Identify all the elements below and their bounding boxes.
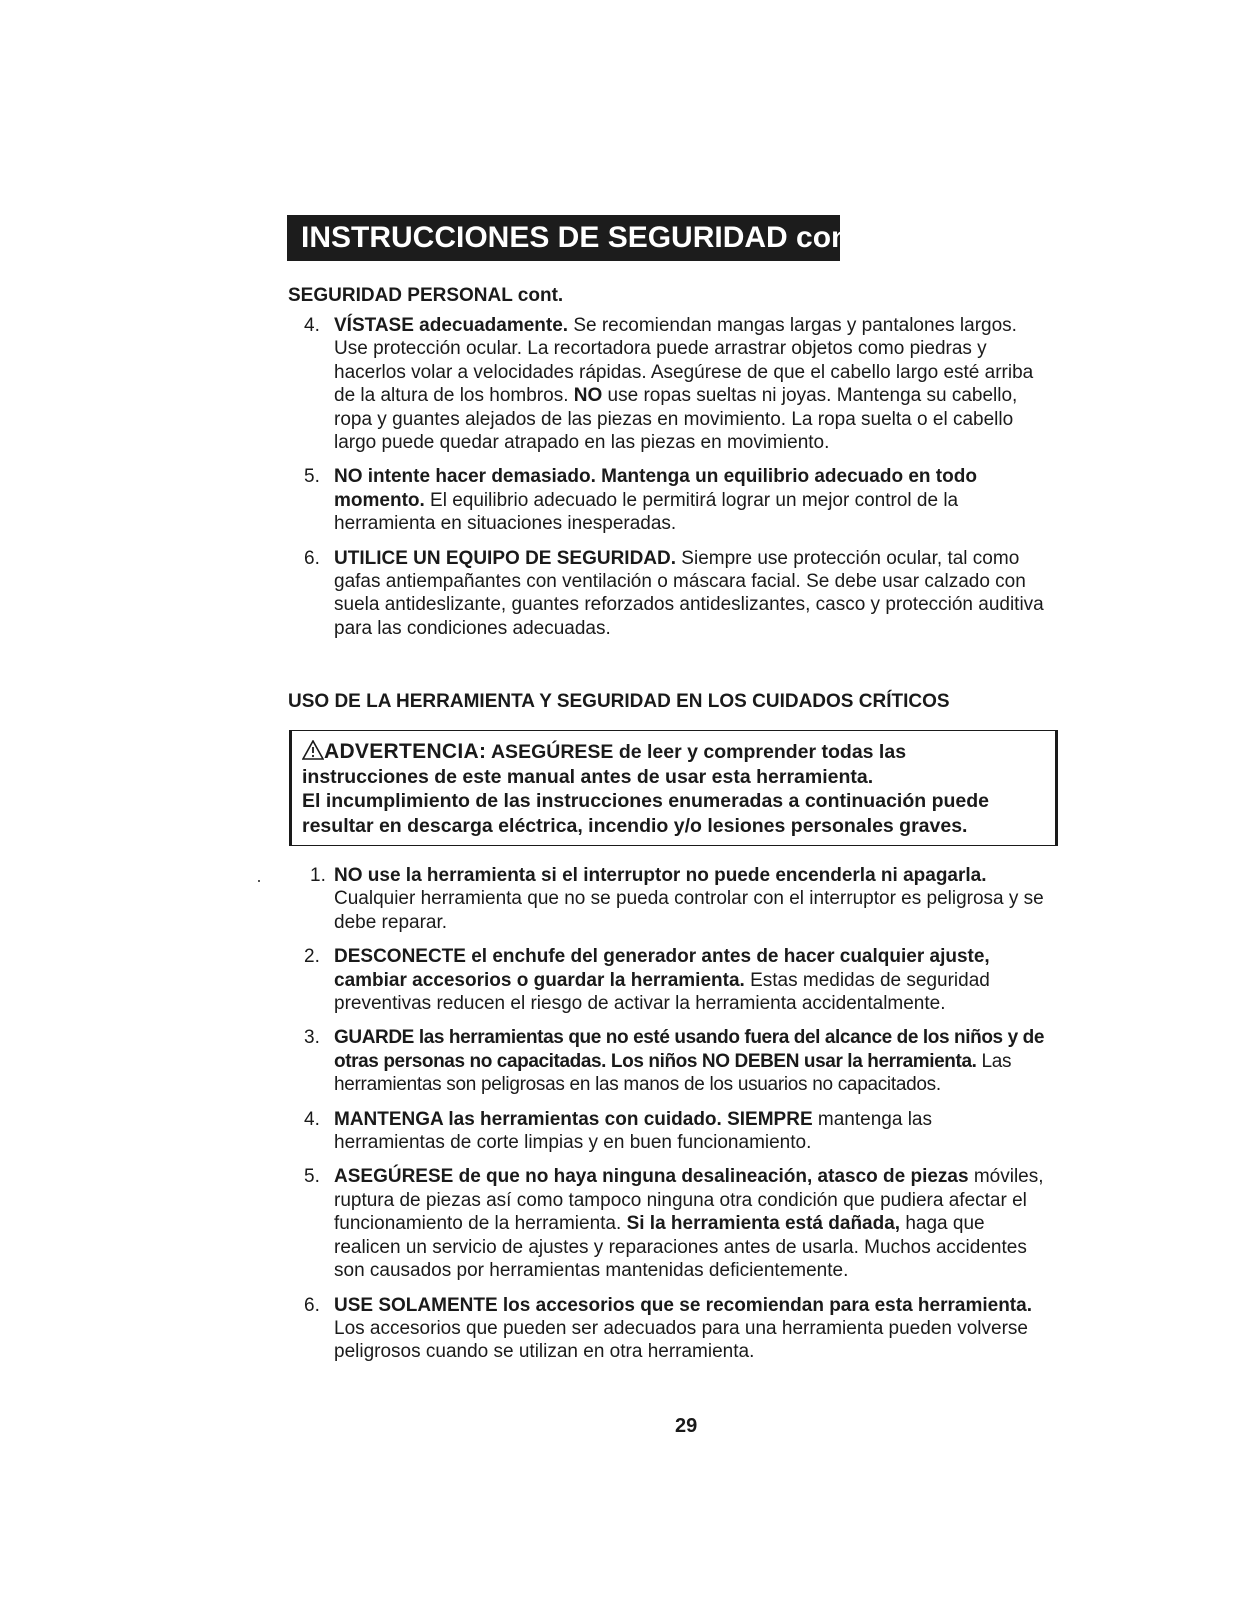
list-item (288, 465, 1048, 535)
item-number: 1. (310, 865, 326, 886)
item-lead: VÍSTASE adecuadamente. (334, 315, 569, 336)
warning-triangle-icon (302, 740, 324, 760)
item-number: 4. (304, 315, 320, 336)
item-lead: MANTENGA las herramientas con cuidado. SIEMPRE (334, 1108, 813, 1130)
item-text: móviles, ruptura de piezas así como tampoco ninguna otra condición que pudiera afectar el funcionamiento de la herramienta. (334, 1166, 1044, 1235)
warning-title: ADVERTENCIA: (324, 740, 487, 763)
warning-line-4: resultar en descarga eléctrica, incendio y/o lesiones personales graves. (302, 814, 968, 837)
item-emphasis: Si la herramienta está dañada, (626, 1213, 901, 1235)
item-text: Se recomiendan mangas largas y pantalones largos. Use protección ocular. La recortadora puede arrastrar objetos como piedras y hacerlos volar a velocidades rápidas. Asegúrese de que el cabello largo esté arriba de la altura de los hombros. (334, 315, 1034, 407)
item-text: Estas medidas de seguridad preventivas reducen el riesgo de activar la herramienta accidentalmente. (334, 969, 990, 1015)
item-lead: UTILICE UN EQUIPO DE SEGURIDAD. (334, 547, 677, 569)
item-text: mantenga las herramientas de corte limpias y en buen funcionamiento. (334, 1108, 932, 1154)
item-number: 2. (304, 946, 320, 968)
item-lead: GUARDE las herramientas que no esté usando fuera del alcance de los niños y de otras personas no capacitadas. Los niños NO DEBEN usar la herramienta. (334, 1027, 1045, 1072)
list-item (288, 314, 1048, 454)
item-number: 5. (304, 466, 320, 488)
item-text-continued: haga que realicen un servicio de ajustes y reparaciones antes de usarla. Muchos accidentes son causados por herramientas mantenidas deficientemente. (334, 1213, 1027, 1282)
item-text: Siempre use protección ocular, tal como gafas antiempañantes con ventilación o máscara facial. Se debe usar calzado con suela antideslizante, guantes reforzados antideslizantes, casco y protección auditiva para las condiciones adecuadas. (334, 547, 1044, 639)
warning-text: ASEGÚRESE de leer y comprender todas las (486, 741, 907, 763)
warning-line-3: El incumplimiento de las instrucciones enumeradas a continuación puede (302, 790, 989, 812)
page-number: 29 (675, 1415, 698, 1437)
warning-box (289, 730, 1058, 846)
item-text: El equilibrio adecuado le permitirá lograr un mejor control de la herramienta en situaciones inesperadas. (334, 489, 959, 535)
list-item (288, 1026, 1048, 1096)
item-lead: USE SOLAMENTE los accesorios que se recomiendan para esta herramienta. (334, 1294, 1032, 1316)
personal-safety-list (288, 314, 1048, 651)
item-lead: DESCONECTE el enchufe del generador antes de hacer cualquier ajuste, cambiar accesorios o guardar la herramienta. (334, 946, 990, 991)
item-number: 6. (304, 547, 320, 569)
item-text-continued: use ropas sueltas ni joyas. Mantenga su cabello, ropa y guantes alejados de las piezas en movimiento. La ropa suelta o el cabello largo puede quedar atrapado en las piezas en movimiento. (334, 385, 1018, 454)
warning-line-2: instrucciones de este manual antes de usar esta herramienta. (302, 765, 874, 788)
item-lead: ASEGÚRESE de que no haya ninguna desalineación, atasco de piezas (334, 1166, 969, 1188)
tool-use-heading: USO DE LA HERRAMIENTA Y SEGURIDAD EN LOS CUIDADOS CRÍTICOS (288, 691, 950, 712)
tool-use-list (288, 864, 1048, 1375)
list-item (288, 1294, 1048, 1364)
item-number: 4. (304, 1108, 320, 1130)
list-item (288, 1108, 1048, 1155)
scan-speck (258, 880, 260, 882)
item-text: Los accesorios que pueden ser adecuados para una herramienta pueden volverse peligrosos cuando se utilizan en otra herramienta. (334, 1317, 1028, 1363)
list-item (288, 864, 1048, 934)
item-text: Cualquier herramienta que no se pueda controlar con el interruptor es peligrosa y se debe reparar. (334, 888, 1044, 933)
list-item (288, 1165, 1048, 1282)
warning-line-1 (302, 740, 1055, 765)
item-number: 5. (304, 1166, 320, 1188)
list-item (288, 547, 1048, 641)
item-text: Las herramientas son peligrosas en las manos de los usuarios no capacitados. (334, 1050, 1012, 1096)
personal-safety-heading: SEGURIDAD PERSONAL cont. (288, 285, 564, 306)
list-item (288, 945, 1048, 1015)
item-emphasis: NO (573, 385, 603, 407)
item-lead: NO intente hacer demasiado. Mantenga un equilibrio adecuado en todo momento. (334, 466, 977, 511)
item-number: 3. (304, 1027, 320, 1049)
section-banner: INSTRUCCIONES DE SEGURIDAD cont. (287, 215, 840, 261)
item-lead: NO use la herramienta si el interruptor no puede encenderla ni apagarla. (334, 865, 987, 886)
item-number: 6. (304, 1294, 320, 1316)
